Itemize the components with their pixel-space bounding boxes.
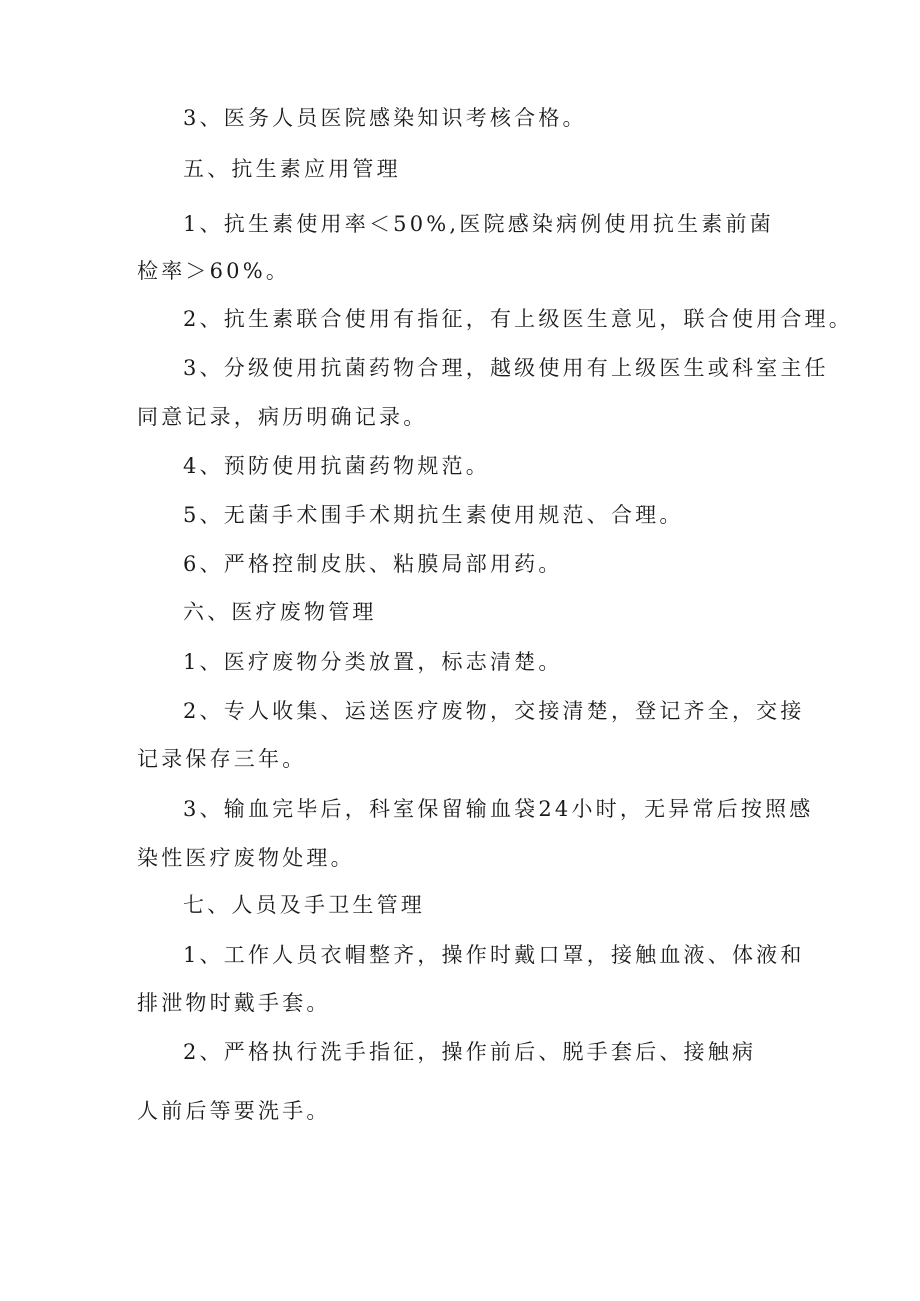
text-line: 2、专人收集、运送医疗废物，交接清楚，登记齐全，交接	[183, 699, 805, 723]
text-line: 1、医疗废物分类放置，标志清楚。	[183, 650, 563, 674]
text-line: 3、输血完毕后，科室保留输血袋24小时，无异常后按照感	[183, 797, 814, 821]
text-line: 检率＞60%。	[137, 259, 291, 283]
text-line: 5、无菌手术围手术期抗生素使用规范、合理。	[183, 503, 684, 527]
text-line: 2、严格执行洗手指征，操作前后、脱手套后、接触病	[183, 1040, 757, 1064]
text-line: 同意记录，病历明确记录。	[137, 405, 428, 429]
text-line: 3、分级使用抗菌药物合理，越级使用有上级医生或科室主任	[183, 356, 829, 380]
text-line: 人前后等要洗手。	[137, 1099, 331, 1123]
text-line: 4、预防使用抗菌药物规范。	[183, 454, 490, 478]
text-line: 记录保存三年。	[137, 747, 307, 771]
text-line: 染性医疗废物处理。	[137, 846, 355, 870]
section-heading: 五、抗生素应用管理	[183, 157, 401, 181]
text-line: 排泄物时戴手套。	[137, 991, 331, 1015]
text-line: 3、医务人员医院感染知识考核合格。	[183, 106, 587, 130]
section-heading: 七、人员及手卫生管理	[183, 893, 425, 917]
text-line: 6、严格控制皮肤、粘膜局部用药。	[183, 552, 563, 576]
section-heading: 六、医疗废物管理	[183, 600, 377, 624]
text-line: 1、工作人员衣帽整齐，操作时戴口罩，接触血液、体液和	[183, 943, 805, 967]
text-line: 2、抗生素联合使用有指征，有上级医生意见，联合使用合理。	[183, 307, 853, 331]
text-line: 1、抗生素使用率＜50%,医院感染病例使用抗生素前菌	[183, 212, 774, 236]
